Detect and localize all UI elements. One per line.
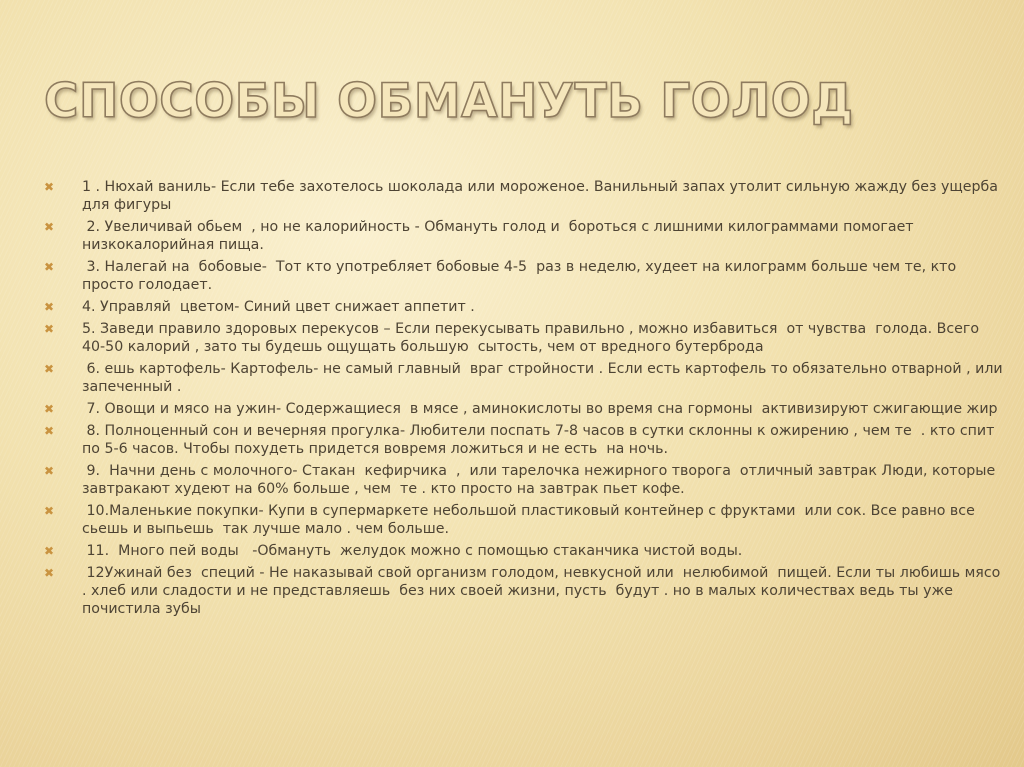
x-mark-icon: ✖: [44, 180, 55, 194]
list-item-text: 2. Увеличивай обьем , но не калорийность - Обмануть голод и бороться с лишними килограммами помогает низкокалорийная пища.: [82, 219, 919, 253]
list-item: [44, 258, 1004, 294]
bullet-list: [44, 178, 1008, 622]
list-item-text: 3. Налегай на бобовые- Тот кто употребляет бобовые 4-5 раз в неделю, худеет на килограмм больше чем те, кто просто голодает.: [82, 259, 961, 293]
x-mark-icon: ✖: [44, 566, 55, 580]
x-mark-icon: ✖: [44, 544, 55, 558]
list-item-text: 11. Много пей воды -Обмануть желудок можно с помощью стаканчика чистой воды.: [82, 543, 743, 559]
list-item: [44, 422, 1004, 458]
x-mark-icon: ✖: [44, 464, 55, 478]
list-item: [44, 400, 1004, 418]
list-item: [44, 178, 1004, 214]
list-item: [44, 360, 1008, 396]
x-mark-icon: ✖: [44, 260, 55, 274]
slide-title: СПОСОБЫ ОБМАНУТЬ ГОЛОД: [44, 74, 854, 129]
list-item-text: 7. Овощи и мясо на ужин- Содержащиеся в мясе , аминокислоты во время сна гормоны активизируют сжигающие жир: [82, 401, 998, 417]
list-item-text: 12Ужинай без специй - Не наказывай свой организм голодом, невкусной или нелюбимой пищей. Если ты любишь мясо . хлеб или сладости и не представляешь без них своей жизни, пусть будут . но в малых количествах ведь ты уже почистила зубы: [82, 565, 1005, 617]
list-item-text: 9. Начни день с молочного- Стакан кефирчика , или тарелочка нежирного творога отличный завтрак Люди, которые завтракают худеют на 60% больше , чем те . кто просто на завтрак пьет кофе.: [82, 463, 1000, 497]
x-mark-icon: ✖: [44, 322, 55, 336]
list-item-text: 5. Заведи правило здоровых перекусов – Если перекусывать правильно , можно избавиться от чувства голода. Всего 40-50 калорий , зато ты будешь ощущать большую сытость, чем от вредного бутерброда: [82, 321, 984, 355]
list-item: [44, 298, 1004, 316]
list-item: [44, 564, 1004, 618]
list-item-text: 1 . Нюхай ваниль- Если тебе захотелось шоколада или мороженое. Ванильный запах утолит сильную жажду без ущерба для фигуры: [82, 179, 1003, 213]
list-item-text: 4. Управляй цветом- Синий цвет снижает аппетит .: [82, 299, 475, 315]
x-mark-icon: ✖: [44, 424, 55, 438]
x-mark-icon: ✖: [44, 362, 55, 376]
x-mark-icon: ✖: [44, 504, 55, 518]
list-item: [44, 218, 1004, 254]
list-item: [44, 502, 1004, 538]
x-mark-icon: ✖: [44, 300, 55, 314]
list-item: [44, 462, 1004, 498]
list-item-text: 10.Маленькие покупки- Купи в супермаркете небольшой пластиковый контейнер с фруктами или сок. Все равно все сьешь и выпьешь так лучше мало . чем больше.: [82, 503, 980, 537]
x-mark-icon: ✖: [44, 402, 55, 416]
list-item: [44, 542, 1004, 560]
list-item: [44, 320, 1004, 356]
list-item-text: 8. Полноценный сон и вечерняя прогулка- Любители поспать 7-8 часов в сутки склонны к ожирению , чем те . кто спит по 5-6 часов. Чтобы похудеть придется вовремя ложиться и не есть на ночь.: [82, 423, 999, 457]
x-mark-icon: ✖: [44, 220, 55, 234]
list-item-text: 6. ешь картофель- Картофель- не самый главный враг стройности . Если есть картофель то обязательно отварной , или запеченный .: [82, 361, 1008, 395]
